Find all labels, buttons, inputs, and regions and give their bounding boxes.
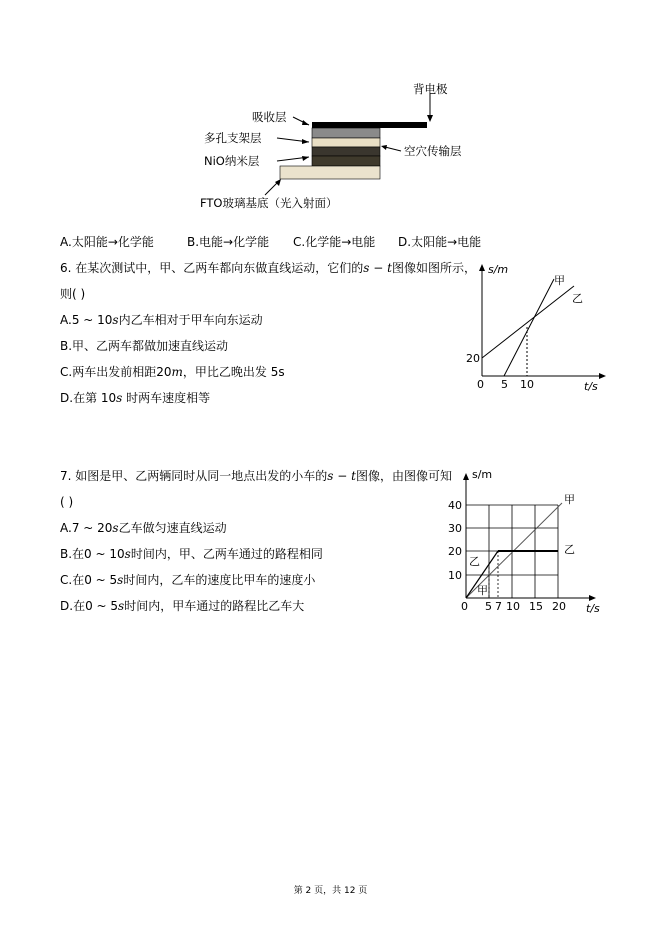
q6-x-arrow xyxy=(599,373,606,379)
label-porous-layer: 多孔支架层 xyxy=(204,131,262,145)
q7-stem-line2: ( ) xyxy=(60,495,74,509)
q7-tick-y40: 40 xyxy=(448,499,462,512)
q5-option-c[interactable]: C.化学能→电能 xyxy=(293,235,376,249)
q6-series-yi: 乙 xyxy=(572,292,583,305)
q7-option-c[interactable]: C.在0 ~ 5s时间内，乙车的速度比甲车的速度小 xyxy=(60,573,316,587)
q7-tick-x5: 5 xyxy=(485,600,492,613)
q6-graph xyxy=(462,262,612,392)
q6-x-label: t/s xyxy=(584,380,598,392)
q6-line-yi xyxy=(482,286,574,358)
nio-layer-block xyxy=(312,156,380,166)
q7-tick-x7: 7 xyxy=(495,600,502,613)
q6-option-b[interactable]: B.甲、乙两车都做加速直线运动 xyxy=(60,339,229,353)
q7-tick-y20: 20 xyxy=(448,545,462,558)
q6-y-arrow xyxy=(479,264,485,271)
q6-tick-y20: 20 xyxy=(466,352,480,365)
q7-option-a[interactable]: A.7 ~ 20s乙车做匀速直线运动 xyxy=(60,521,227,535)
q7-x-label: t/s xyxy=(586,602,600,615)
label-nio-layer: NiO纳米层 xyxy=(204,154,260,168)
q6-y-label: s/m xyxy=(488,263,509,276)
q7-tick-0: 0 xyxy=(461,600,468,613)
absorb-layer-block xyxy=(312,128,380,138)
label-fto: FTO玻璃基底（光入射面） xyxy=(200,196,338,210)
fto-glass-block xyxy=(280,166,380,179)
arrow-hole xyxy=(385,147,401,151)
q7-formula: s − t xyxy=(327,469,356,483)
q7-x-arrow xyxy=(589,595,596,601)
label-hole-layer: 空穴传输层 xyxy=(404,144,462,158)
q6-stem-line2: 则( ) xyxy=(60,287,86,301)
page-footer: 第 2 页，共 12 页 xyxy=(293,886,368,896)
q6-tick-5: 5 xyxy=(501,378,508,391)
q6-series-jia: 甲 xyxy=(554,274,565,287)
back-electrode-bar xyxy=(312,122,427,128)
q7-y-label: s/m xyxy=(472,468,493,481)
q6-tick-0: 0 xyxy=(477,378,484,391)
q6-stem-line1: 6. 在某次测试中，甲、乙两车都向东做直线运动，它们的s − t图像如图所示， xyxy=(60,261,476,275)
q7-tick-x10: 10 xyxy=(506,600,520,613)
q7-tick-y30: 30 xyxy=(448,522,462,535)
q6-formula: s − t xyxy=(363,261,392,275)
q5-option-d[interactable]: D.太阳能→电能 xyxy=(398,235,482,249)
q6-option-d[interactable]: D.在第 10s 时两车速度相等 xyxy=(60,391,211,405)
q7-option-b[interactable]: B.在0 ~ 10s时间内，甲、乙两车通过的路程相同 xyxy=(60,547,323,561)
q6-option-c[interactable]: C.两车出发前相距20m，甲比乙晚出发 5s xyxy=(60,365,285,379)
q6-tick-10: 10 xyxy=(520,378,534,391)
q7-series-jia-label: 甲 xyxy=(564,493,575,506)
q7-series-jia-inner: 甲 xyxy=(477,584,488,597)
q5-option-b[interactable]: B.电能→化学能 xyxy=(187,235,270,249)
q6-line-jia xyxy=(504,279,554,376)
q7-series-yi-label: 乙 xyxy=(564,543,575,556)
q7-y-arrow xyxy=(463,473,469,480)
q7-tick-x15: 15 xyxy=(529,600,543,613)
q6-option-a[interactable]: A.5 ~ 10s内乙车相对于甲车向东运动 xyxy=(60,313,263,327)
porous-layer-block xyxy=(312,138,380,147)
label-absorb-layer: 吸收层 xyxy=(252,110,287,124)
q7-series-yi-inner: 乙 xyxy=(469,555,480,568)
label-back-electrode: 背电极 xyxy=(413,82,448,96)
q5-option-a[interactable]: A.太阳能→化学能 xyxy=(60,235,154,249)
q7-graph xyxy=(444,465,609,615)
q7-option-d[interactable]: D.在0 ~ 5s时间内，甲车通过的路程比乙车大 xyxy=(60,599,305,613)
q7-tick-x20: 20 xyxy=(552,600,566,613)
q7-stem-line1: 7. 如图是甲、乙两辆同时从同一地点出发的小车的s − t图像，由图像可知 xyxy=(60,469,452,483)
hole-layer-block xyxy=(312,147,380,156)
q7-tick-y10: 10 xyxy=(448,569,462,582)
